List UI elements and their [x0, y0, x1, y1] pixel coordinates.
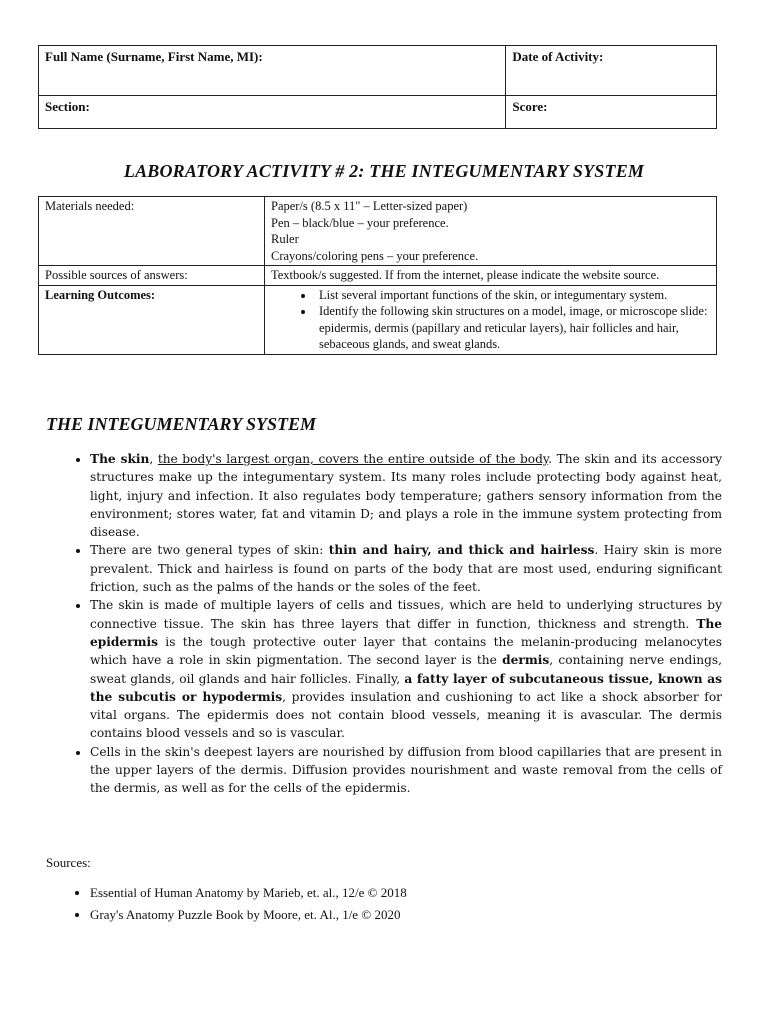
material-item: Paper/s (8.5 x 11" – Letter-sized paper): [271, 199, 468, 213]
text-segment: , provides insulation and cushioning to act like a shock absorber for vital organs. The epidermis does not contain blood vessels, meaning it is avascular. The dermis contains blood vessels and so is vascular.: [90, 689, 722, 741]
material-item: Ruler: [271, 232, 299, 246]
activity-title: LABORATORY ACTIVITY # 2: THE INTEGUMENTARY SYSTEM: [123, 161, 645, 181]
full-name-label: Full Name (Surname, First Name, MI):: [45, 49, 263, 64]
text-segment: There are two general types of skin:: [90, 543, 329, 558]
sources-text-cell: Textbook/s suggested. If from the internet, please indicate the website source.: [265, 266, 717, 286]
outcomes-label: Learning Outcomes:: [39, 285, 265, 354]
materials-table: [38, 196, 717, 355]
score-label: Score:: [512, 99, 548, 114]
section-label: Section:: [45, 99, 90, 114]
materials-list: [265, 197, 717, 266]
sources-list: [46, 882, 407, 926]
bullet-diffusion: • Cells in the skin's deepest layers are nourished by diffusion from blood capillaries that are present in the upper layers of the dermis. Diffusion provides nourishment and waste removal from the cells of the dermis, as well as for the cells of the epidermis.: [90, 743, 722, 798]
material-item: Crayons/coloring pens – your preference.: [271, 248, 479, 263]
outcomes-cell: [265, 285, 717, 354]
bullet-skin-layers: [90, 596, 722, 742]
materials-label: Materials needed:: [39, 197, 265, 266]
date-label: Date of Activity:: [512, 49, 604, 64]
body-bullet-list: [46, 450, 722, 798]
material-item: Pen – black/blue – your preference.: [271, 215, 449, 230]
bullet-skin-intro: [90, 450, 722, 541]
outcome-item: • List several important functions of the skin, or integumentary system.: [315, 287, 710, 304]
full-name-cell[interactable]: [39, 46, 506, 96]
sources-heading: Sources:: [46, 855, 91, 870]
section-cell[interactable]: [39, 96, 506, 129]
text-segment: . Hairy skin is more prevalent. Thick and hairless is found on parts of the body that are most used, enduring significant friction, such as the palms of the hands or the soles of the feet.: [90, 543, 722, 595]
sources-label-cell: Possible sources of answers:: [39, 266, 265, 286]
underlined-text: the body's largest organ, covers the entire outside of the body: [157, 452, 549, 466]
bold-text: The skin: [90, 452, 150, 466]
source-item: • Gray's Anatomy Puzzle Book by Moore, et. Al., 1/e © 2020: [90, 904, 407, 926]
bold-text: dermis: [502, 653, 550, 668]
outcome-item: • Identify the following skin structures on a model, image, or microscope slide: epidermis, dermis (papillary and reticular layers), hair follicles and hair, sebaceous glands, and sweat glands.: [315, 303, 710, 353]
section-heading: THE INTEGUMENTARY SYSTEM: [46, 414, 317, 434]
bold-text: The epidermis: [90, 616, 722, 649]
student-info-table: [38, 45, 717, 129]
outcomes-list: [271, 287, 710, 353]
source-item: • Essential of Human Anatomy by Marieb, et. al., 12/e © 2018: [90, 882, 407, 904]
score-cell[interactable]: [506, 96, 717, 129]
bold-text: a fatty layer of subcutaneous tissue, known as the subcutis or hypodermis: [90, 671, 722, 704]
date-cell[interactable]: [506, 46, 717, 96]
text-segment: ,: [149, 452, 154, 466]
bullet-skin-types: [90, 541, 722, 596]
text-segment: . The skin and its accessory structures make up the integumentary system. Its many roles include protecting body against heat, light, injury and infection. It also regulates body temperature; gathers sensory information from the environment; stores water, fat and vitamin D; and plays a role in the immune system protecting from disease.: [90, 452, 722, 540]
bold-text: thin and hairy, and thick and hairless: [328, 543, 595, 558]
text-segment: The skin is made of multiple layers of cells and tissues, which are held to underlying structures by connective tissue. The skin has three layers that differ in function, thickness and strength.: [90, 598, 722, 631]
text-segment: is the tough protective outer layer that contains the melanin-producing melanocytes which have a role in skin pigmentation. The second layer is the: [90, 634, 722, 668]
text-segment: , containing nerve endings, sweat glands, oil glands and hair follicles. Finally,: [90, 653, 723, 686]
